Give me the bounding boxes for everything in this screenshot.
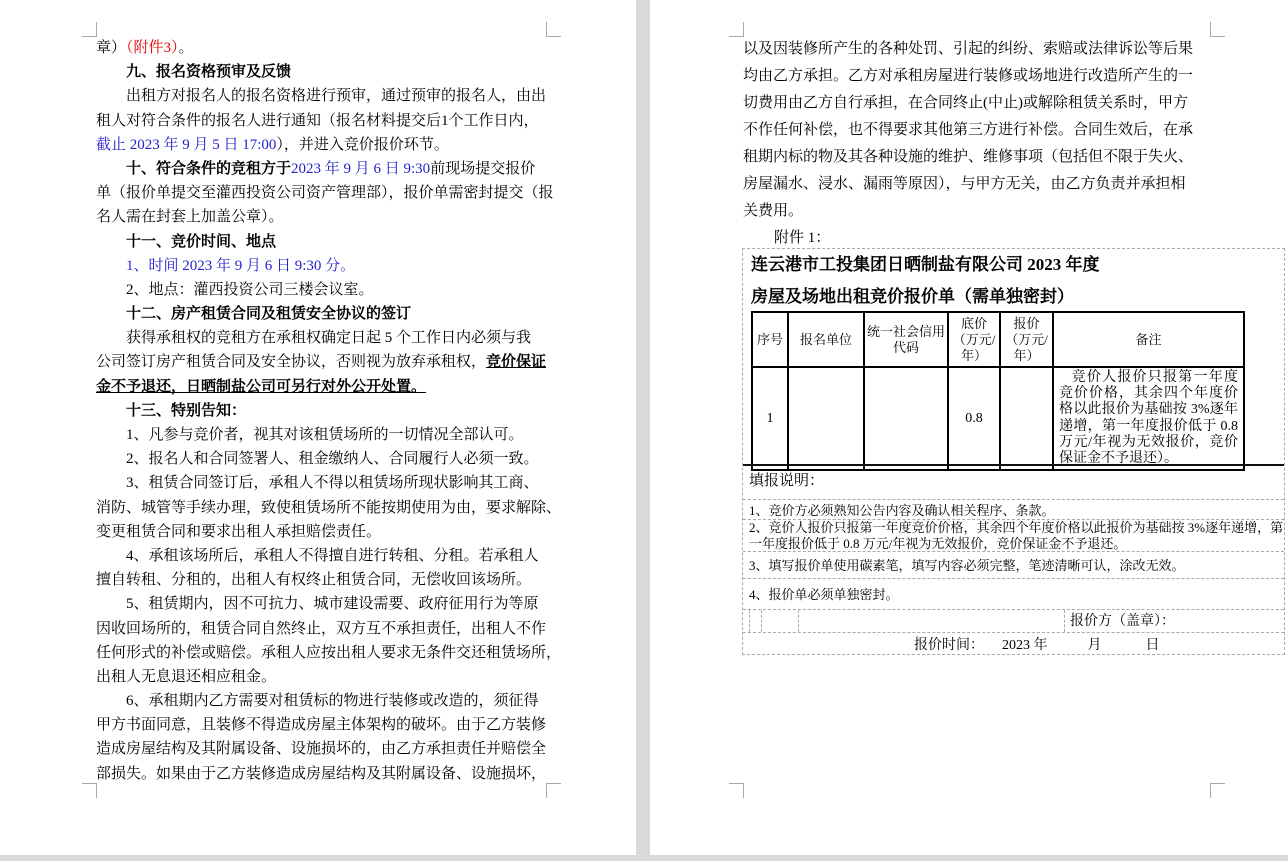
text-line	[96, 496, 562, 520]
text-segment: 出租人无息退还相应租金。	[96, 668, 277, 685]
text-segment: （附件3）	[126, 40, 179, 56]
text-segment: 十三、特别告知：	[126, 402, 247, 419]
table-data-row	[752, 367, 1244, 470]
date-year: 2023 年	[1002, 638, 1048, 653]
form-notes	[743, 464, 1284, 658]
text-segment: 十、符合条件的竞租方于	[126, 160, 292, 177]
note-item: 3、填写报价单使用碳素笔，填写内容必须完整，笔迹清晰可认，涂改无效。	[743, 552, 1284, 579]
text-segment: 。	[178, 40, 194, 56]
text-line	[96, 737, 548, 761]
text-line	[96, 617, 548, 641]
header-base-price: 底价（万元/年）	[948, 312, 1000, 367]
text-line	[743, 198, 1215, 225]
text-segment: 1、凡参与竞价者，视其对该租赁场所的一切情况全部认可。	[126, 427, 524, 443]
text-line	[96, 641, 562, 665]
text-segment: 租期内标的物及其各种设施的维护、维修事项（包括但不限于失火、	[743, 149, 1194, 165]
text-segment: 竞价保证	[486, 354, 547, 371]
text-segment: 获得承租权的竞租方在承租权确定日起 5 个工作日内必须与我	[126, 330, 532, 347]
text-line	[96, 423, 548, 447]
text-segment: 公司签订房产租赁合同及安全协议，否则视为放弃承租权，	[96, 354, 487, 371]
text-segment: 章）	[96, 40, 127, 56]
cell-bid-price	[1000, 367, 1053, 470]
bid-date-line	[749, 638, 1284, 654]
text-line	[96, 278, 548, 302]
cell-remark	[1053, 367, 1244, 470]
bid-form	[742, 248, 1285, 655]
text-segment: 单（报价单提交至灌西投资公司资产管理部），报价单需密封提交（报	[96, 185, 554, 202]
right-page-text	[743, 36, 1215, 225]
right-page	[650, 0, 1288, 855]
text-segment: 不作任何补偿，也不得要求其他第三方进行补偿。合同生效后，在承	[743, 122, 1194, 138]
text-segment: 切费用由乙方自行承担，在合同终止(中止)或解除租赁关系时，甲方	[743, 95, 1188, 111]
date-row	[743, 633, 1284, 658]
bidder-seal-label: 报价方（盖章）：	[1070, 614, 1175, 629]
cell-divider	[1064, 610, 1065, 632]
cell-unit	[788, 367, 864, 470]
margin-crop-mark	[546, 22, 561, 37]
text-line	[96, 36, 548, 60]
text-segment: 4、承租该场所后，承租人不得擅自进行转租、分租。若承租人	[126, 547, 539, 564]
header-bid-price: 报价（万元/年）	[1000, 312, 1053, 367]
text-line	[96, 133, 548, 157]
text-line	[96, 205, 548, 229]
date-month: 月	[1087, 638, 1102, 653]
text-line	[743, 117, 1215, 144]
bidder-row	[743, 610, 1284, 633]
text-segment: 部损失。如果由于乙方装修造成房屋结构及其附属设备、设施损坏，	[96, 765, 547, 782]
cell-credit-code	[864, 367, 948, 470]
left-page	[0, 0, 636, 855]
text-segment: 十一、竞价时间、地点	[126, 233, 277, 250]
margin-crop-mark	[82, 22, 97, 37]
form-title-line2: 房屋及场地出租竞价报价单（需单独密封）	[751, 287, 1074, 306]
text-line	[96, 762, 548, 786]
text-segment: 3、租赁合同签订后，承租人不得以租赁场所现状影响其工商、	[126, 475, 539, 492]
header-unit: 报名单位	[788, 312, 864, 367]
text-segment: 任何形式的补偿或赔偿。承租人应按出租人要求无条件交还租赁场所，	[96, 644, 562, 661]
text-segment: 出租方对报名人的报名资格进行预审，通过预审的报名人，由出	[126, 88, 547, 105]
text-segment: 因收回场所的，租赁合同自然终止，双方互不承担责任，出租人不作	[96, 620, 547, 637]
margin-crop-mark	[82, 783, 97, 798]
text-segment: 1、时间 2023 年 9 月 6 日 9:30 分。	[126, 257, 356, 274]
text-line	[96, 568, 548, 592]
text-segment: 擅自转租、分租的，出租人有权终止租赁合同，无偿收回该场所。	[96, 572, 532, 589]
table-header-row	[752, 312, 1244, 367]
text-line	[96, 399, 548, 423]
text-line	[96, 471, 548, 495]
text-line	[743, 90, 1215, 117]
text-line	[743, 144, 1215, 171]
text-line	[96, 520, 548, 544]
text-segment: 截止 2023 年 9 月 5 日 17:00	[96, 136, 277, 153]
text-segment: 变更租赁合同和要求出租人承担赔偿责任。	[96, 523, 382, 540]
text-line	[743, 36, 1215, 63]
text-segment: 2023 年 9 月 6 日 9:30	[291, 160, 431, 177]
text-segment: 以及因装修所产生的各种处罚、引起的纠纷、索赔或法律诉讼等后果	[743, 41, 1194, 57]
text-segment: 十二、房产租赁合同及租赁安全协议的签订	[126, 306, 412, 323]
text-segment: 关费用。	[743, 203, 804, 219]
text-line	[96, 544, 548, 568]
margin-crop-mark	[729, 783, 744, 798]
cell-divider	[798, 610, 799, 632]
text-segment: 2、报名人和合同签署人、租金缴纳人、合同履行人必须一致。	[126, 451, 539, 468]
margin-crop-mark	[1210, 783, 1225, 798]
text-line	[96, 665, 548, 689]
margin-crop-mark	[1210, 22, 1225, 37]
text-segment: 房屋漏水、浸水、漏雨等原因），与甲方无关，由乙方负责并承担相	[743, 176, 1186, 192]
text-segment: 均由乙方承担。乙方对承租房屋进行装修或场地进行改造所产生的一	[743, 68, 1194, 84]
date-day: 日	[1145, 638, 1160, 653]
text-segment: 九、报名资格预审及反馈	[126, 64, 292, 81]
text-segment: 5、租赁期内，因不可抗力、城市建设需要、政府征用行为等原	[126, 596, 539, 613]
cell-seq: 1	[752, 367, 788, 470]
cell-divider	[761, 610, 762, 632]
text-line	[96, 592, 548, 616]
remark-text: 竞价人报价只报第一年度竞价价格，其余四个年度价格以此报价为基础按 3%逐年递增，第一年度报价低于 0.8 万元/年视为无效报价，竞价保证金不予退还）。	[1059, 370, 1238, 467]
text-line	[96, 181, 554, 205]
text-segment: 6、承租期内乙方需要对租赁标的物进行装修或改造的，须征得	[126, 693, 539, 710]
text-line	[96, 109, 548, 133]
header-credit-code: 统一社会信用代码	[864, 312, 948, 367]
text-line	[96, 254, 548, 278]
text-line	[96, 60, 548, 84]
header-remark: 备注	[1053, 312, 1244, 367]
form-title-line1: 连云港市工投集团日晒制盐有限公司 2023 年度	[751, 255, 1100, 274]
text-line	[96, 689, 548, 713]
note-item: 2、竞价人报价只报第一年度竞价价格，其余四个年度价格以此报价为基础按 3%逐年递增，第一年度报价低于 0.8 万元/年视为无效报价，竞价保证金不予退还。	[743, 520, 1284, 552]
text-line	[743, 63, 1215, 90]
text-segment: ），并进入竞价报价环节。	[276, 136, 449, 153]
text-line	[743, 171, 1215, 198]
bid-form-table	[751, 311, 1245, 471]
date-label: 报价时间：	[914, 638, 984, 653]
text-line	[96, 350, 548, 374]
margin-crop-mark	[729, 22, 744, 37]
text-line	[96, 84, 548, 108]
note-item: 4、报价单必须单独密封。	[743, 579, 1284, 610]
text-segment: 2、地点：灌西投资公司三楼会议室。	[126, 281, 374, 298]
header-seq: 序号	[752, 312, 788, 367]
text-line	[96, 375, 548, 399]
text-line	[96, 713, 548, 737]
note-item: 1、竞价方必须熟知公告内容及确认相关程序、条款。	[743, 500, 1284, 520]
text-line	[96, 326, 548, 350]
cell-base-price: 0.8	[948, 367, 1000, 470]
text-line	[96, 157, 548, 181]
notes-title: 填报说明：	[743, 466, 1284, 500]
attachment-label: 附件 1：	[774, 230, 831, 246]
text-segment: 前现场提交报价	[430, 160, 536, 177]
text-segment: 造成房屋结构及其附属设备、设施损坏的，由乙方承担责任并赔偿全	[96, 741, 547, 758]
text-segment: 金不予退还，日晒制盐公司可另行对外公开处置。	[96, 378, 427, 395]
text-line	[96, 302, 548, 326]
margin-crop-mark	[546, 783, 561, 798]
text-line	[96, 447, 548, 471]
text-segment: 租人对符合条件的报名人进行通知（报名材料提交后1个工作日内，	[96, 112, 539, 129]
text-segment: 甲方书面同意，且装修不得造成房屋主体架构的破坏。由于乙方装修	[96, 717, 547, 734]
text-segment: 名人需在封套上加盖公章）。	[96, 209, 284, 226]
text-line	[96, 230, 548, 254]
text-segment: 消防、城管等手续办理，致使租赁场所不能按期使用为由，要求解除、	[96, 499, 562, 516]
cell-divider	[749, 610, 750, 632]
left-page-text	[96, 36, 562, 786]
